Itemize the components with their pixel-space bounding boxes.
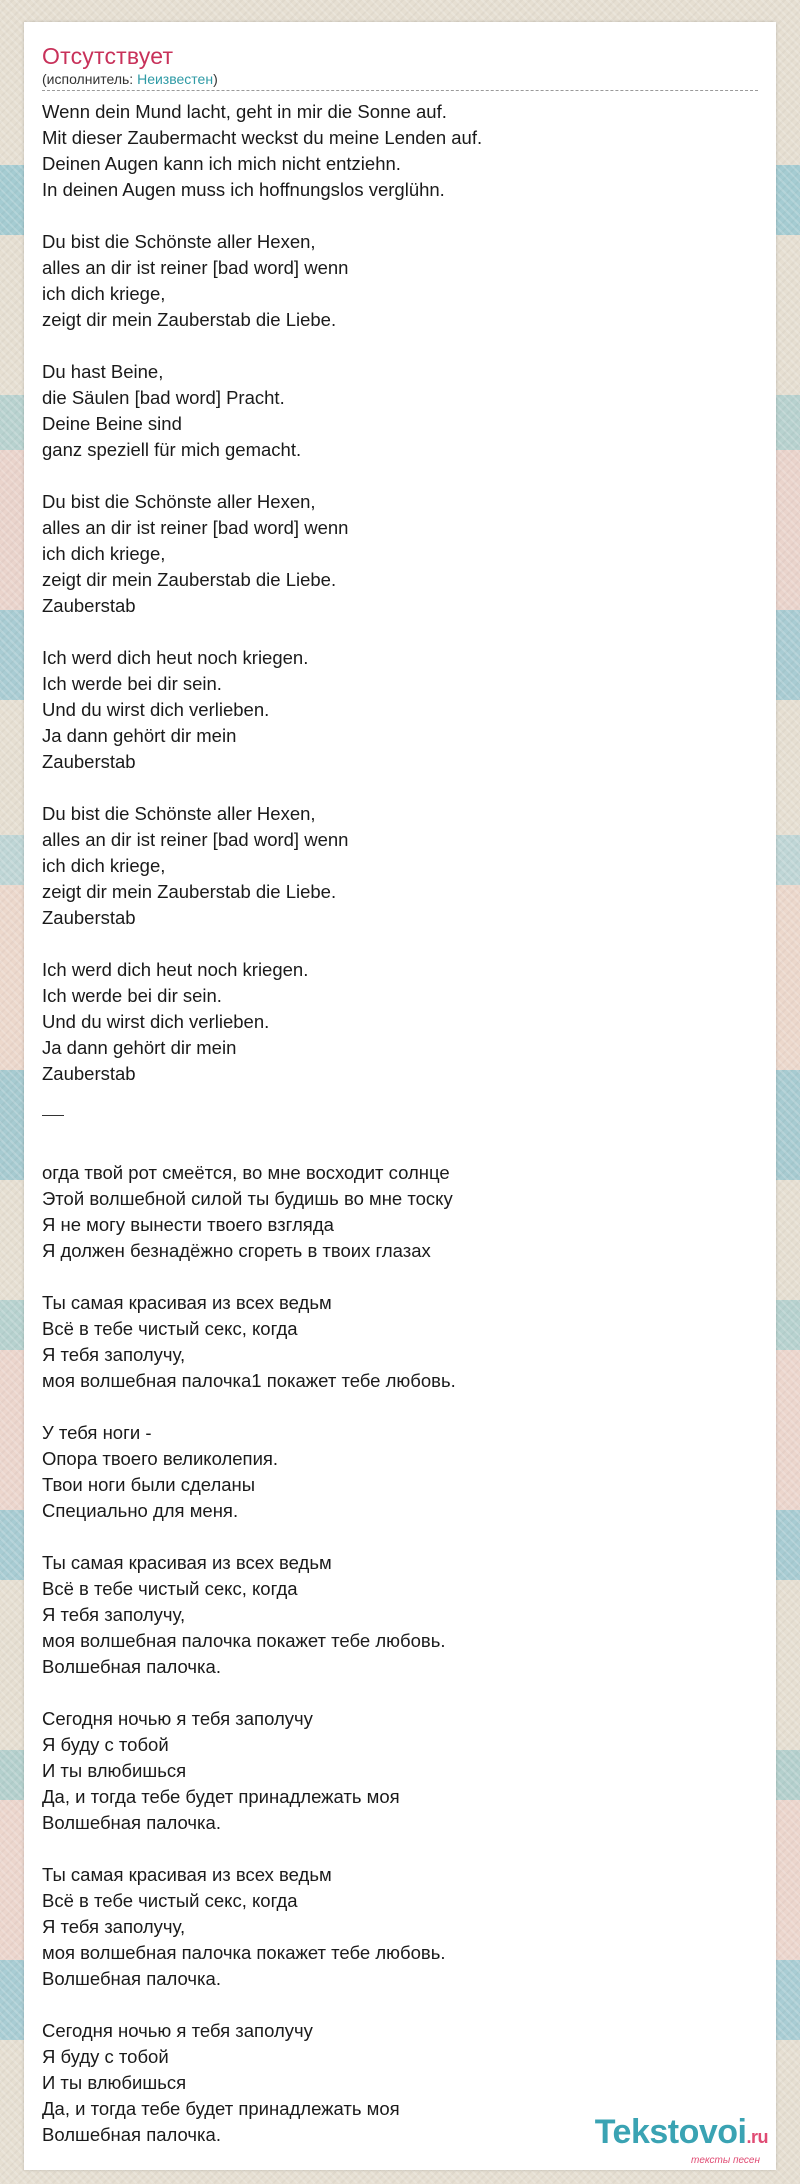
lyrics-original (42, 99, 758, 1087)
lyric-line: Специально для меня. (42, 1500, 239, 1521)
lyric-line: alles an dir ist reiner [bad word] wenn (42, 517, 349, 538)
lyric-line: Ja dann gehört dir mein (42, 1037, 237, 1058)
lyric-line: Я не могу вынести твоего взгляда (42, 1214, 334, 1235)
lyric-line: Я тебя заполучу, (42, 1344, 186, 1365)
stanza (42, 957, 758, 1087)
stanza (42, 801, 758, 931)
byline-prefix: (исполнитель: (42, 71, 138, 87)
lyric-line: Волшебная палочка. (42, 2124, 221, 2145)
stanza (42, 1706, 758, 1836)
lyric-line: In deinen Augen muss ich hoffnungslos verglühn. (42, 179, 445, 200)
logo-tagline: тексты песен (691, 2155, 760, 2166)
stanza (42, 645, 758, 775)
lyric-line: Ты самая красивая из всех ведьм (42, 1552, 332, 1573)
lyric-line: Ja dann gehört dir mein (42, 725, 237, 746)
lyric-line: zeigt dir mein Zauberstab die Liebe. (42, 569, 337, 590)
lyric-line: Zauberstab (42, 595, 136, 616)
lyric-line: Я буду с тобой (42, 2046, 169, 2067)
lyric-line: ich dich kriege, (42, 855, 166, 876)
lyric-line: Und du wirst dich verlieben. (42, 699, 270, 720)
lyric-line: alles an dir ist reiner [bad word] wenn (42, 829, 349, 850)
logo-tld: .ru (746, 2127, 768, 2147)
lyric-line: Ich werde bei dir sein. (42, 985, 222, 1006)
lyric-line: Я тебя заполучу, (42, 1604, 186, 1625)
lyric-line: огда твой рот смеётся, во мне восходит солнце (42, 1162, 450, 1183)
lyric-line: Опора твоего великолепия. (42, 1448, 279, 1469)
section-divider (42, 1115, 64, 1116)
lyric-line: Mit dieser Zaubermacht weckst du meine Lenden auf. (42, 127, 483, 148)
lyric-line: Ты самая красивая из всех ведьм (42, 1864, 332, 1885)
artist-link[interactable]: Неизвестен (137, 71, 214, 87)
artist-byline (42, 70, 758, 91)
lyric-line: ganz speziell für mich gemacht. (42, 439, 302, 460)
stanza (42, 1290, 758, 1394)
lyric-line: моя волшебная палочка покажет тебе любовь. (42, 1942, 446, 1963)
stanza (42, 1420, 758, 1524)
stanza (42, 489, 758, 619)
song-title: Отсутствует (42, 43, 174, 69)
lyric-line: Всё в тебе чистый секс, когда (42, 1318, 298, 1339)
logo-wordmark (595, 2114, 768, 2155)
lyric-line: У тебя ноги - (42, 1422, 152, 1443)
lyric-line: И ты влюбишься (42, 2072, 187, 2093)
lyric-line: die Säulen [bad word] Pracht. (42, 387, 285, 408)
lyric-line: Твои ноги были сделаны (42, 1474, 256, 1495)
logo-name: Tekstovoi (594, 2113, 747, 2151)
lyric-line: Волшебная палочка. (42, 1656, 221, 1677)
lyric-line: Zauberstab (42, 1063, 136, 1084)
lyric-line: Und du wirst dich verlieben. (42, 1011, 270, 1032)
lyric-line: Да, и тогда тебе будет принадлежать моя (42, 2098, 400, 2119)
lyric-line: Du bist die Schönste aller Hexen, (42, 491, 316, 512)
lyric-line: Всё в тебе чистый секс, когда (42, 1578, 298, 1599)
lyric-line: Волшебная палочка. (42, 1812, 221, 1833)
lyric-line: Du bist die Schönste aller Hexen, (42, 803, 316, 824)
lyric-line: Deinen Augen kann ich mich nicht entziehn. (42, 153, 401, 174)
lyric-line: Сегодня ночью я тебя заполучу (42, 2020, 313, 2041)
lyric-line: Wenn dein Mund lacht, geht in mir die Sonne auf. (42, 101, 447, 122)
stanza (42, 1160, 758, 1264)
lyric-line: Я тебя заполучу, (42, 1916, 186, 1937)
lyric-line: Ich werd dich heut noch kriegen. (42, 647, 309, 668)
byline-suffix: ) (213, 71, 218, 87)
lyrics-card (24, 22, 776, 2170)
lyric-line: Я буду с тобой (42, 1734, 169, 1755)
lyrics-translation (42, 1160, 758, 2148)
stanza (42, 99, 758, 203)
lyric-line: Du hast Beine, (42, 361, 164, 382)
lyric-line: Zauberstab (42, 751, 136, 772)
lyric-line: Да, и тогда тебе будет принадлежать моя (42, 1786, 400, 1807)
lyric-line: моя волшебная палочка покажет тебе любовь. (42, 1630, 446, 1651)
stanza (42, 1862, 758, 1992)
lyric-line: И ты влюбишься (42, 1760, 187, 1781)
lyric-line: Du bist die Schönste aller Hexen, (42, 231, 316, 252)
lyric-line: Я должен безнадёжно сгореть в твоих глазах (42, 1240, 431, 1261)
lyric-line: ich dich kriege, (42, 543, 166, 564)
lyric-line: Ich werde bei dir sein. (42, 673, 222, 694)
lyric-line: Zauberstab (42, 907, 136, 928)
site-logo[interactable] (595, 2114, 768, 2166)
lyric-line: Этой волшебной силой ты будишь во мне тоску (42, 1188, 453, 1209)
lyric-line: Deine Beine sind (42, 413, 182, 434)
lyric-line: Ты самая красивая из всех ведьм (42, 1292, 332, 1313)
lyric-line: zeigt dir mein Zauberstab die Liebe. (42, 309, 337, 330)
lyric-line: Сегодня ночью я тебя заполучу (42, 1708, 313, 1729)
lyric-line: ich dich kriege, (42, 283, 166, 304)
lyric-line: Ich werd dich heut noch kriegen. (42, 959, 309, 980)
lyric-line: моя волшебная палочка1 покажет тебе любовь. (42, 1370, 456, 1391)
stanza (42, 1550, 758, 1680)
lyric-line: alles an dir ist reiner [bad word] wenn (42, 257, 349, 278)
lyric-line: zeigt dir mein Zauberstab die Liebe. (42, 881, 337, 902)
stanza (42, 359, 758, 463)
lyric-line: Волшебная палочка. (42, 1968, 221, 1989)
lyric-line: Всё в тебе чистый секс, когда (42, 1890, 298, 1911)
stanza (42, 229, 758, 333)
